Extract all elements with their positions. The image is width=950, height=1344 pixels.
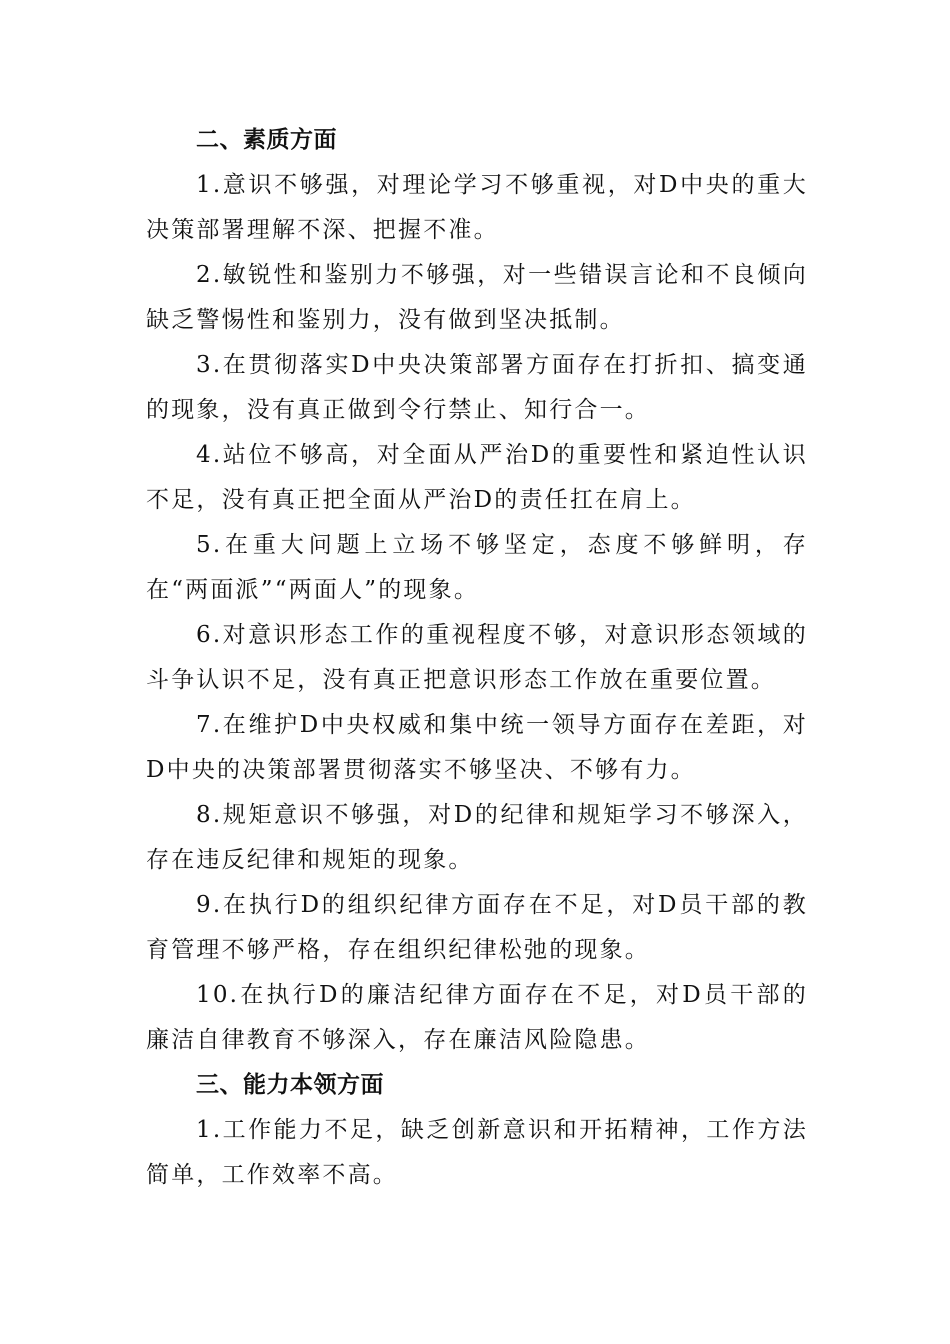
- paragraph-item: 2.敏锐性和鉴别力不够强，对一些错误言论和不良倾向缺乏警惕性和鉴别力，没有做到坚决抵制。: [146, 262, 808, 333]
- paragraph-item: 4.站位不够高，对全面从严治D的重要性和紧迫性认识不足，没有真正把全面从严治D的责任扛在肩上。: [146, 442, 808, 513]
- paragraph-item: 1.意识不够强，对理论学习不够重视，对D中央的重大决策部署理解不深、把握不准。: [146, 172, 808, 243]
- paragraph-item: 10.在执行D的廉洁纪律方面存在不足，对D员干部的廉洁自律教育不够深入，存在廉洁风险隐患。: [146, 982, 808, 1053]
- paragraph-item: 9.在执行D的组织纪律方面存在不足，对D员干部的教育管理不够严格，存在组织纪律松弛的现象。: [146, 892, 808, 963]
- paragraph-item: 3.在贯彻落实D中央决策部署方面存在打折扣、搞变通的现象，没有真正做到令行禁止、知行合一。: [146, 352, 808, 423]
- section-heading-quality: 二、素质方面: [196, 127, 337, 153]
- paragraph-item: 7.在维护D中央权威和集中统一领导方面存在差距，对D中央的决策部署贯彻落实不够坚决、不够有力。: [146, 712, 808, 783]
- paragraph-item: 6.对意识形态工作的重视程度不够，对意识形态领域的斗争认识不足，没有真正把意识形态工作放在重要位置。: [146, 622, 808, 693]
- section-heading-ability: 三、能力本领方面: [196, 1072, 384, 1098]
- paragraph-item: 5.在重大问题上立场不够坚定，态度不够鲜明，存在“两面派”“两面人”的现象。: [146, 532, 808, 603]
- document-page: [146, 118, 808, 1198]
- paragraph-item: 8.规矩意识不够强，对D的纪律和规矩学习不够深入，存在违反纪律和规矩的现象。: [146, 802, 808, 873]
- paragraph-item: 1.工作能力不足，缺乏创新意识和开拓精神，工作方法简单，工作效率不高。: [146, 1117, 808, 1188]
